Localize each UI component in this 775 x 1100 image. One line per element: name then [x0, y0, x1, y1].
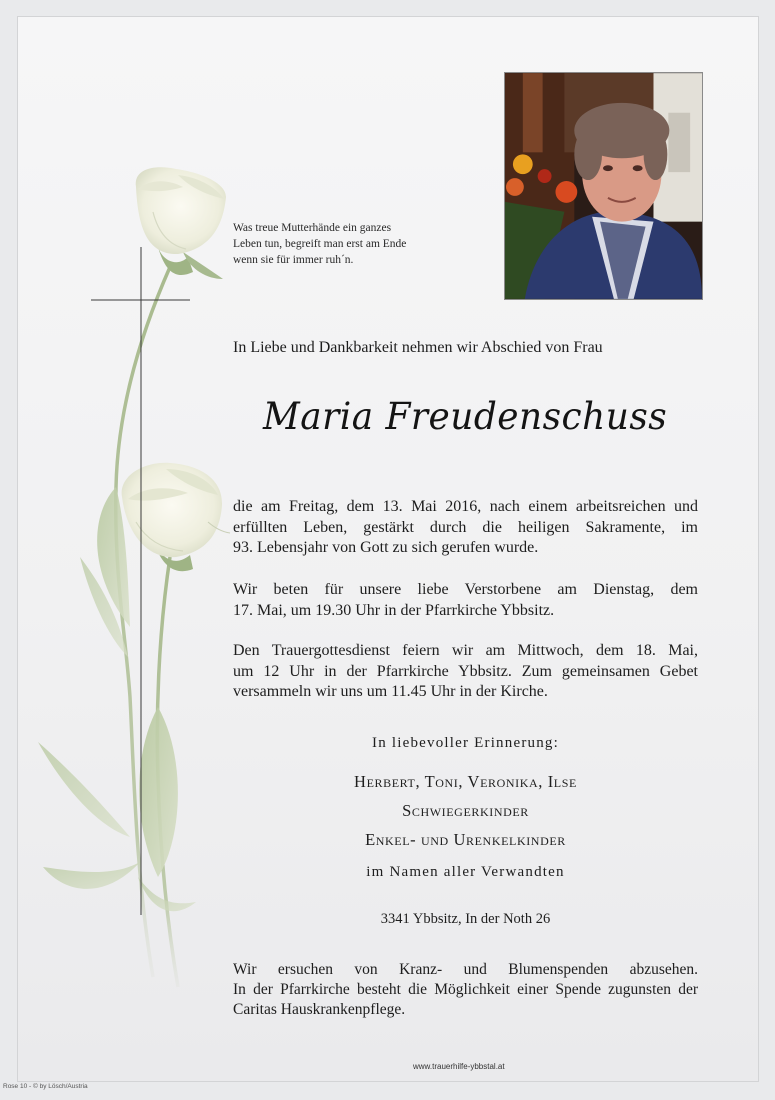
- leaf: [43, 862, 140, 889]
- paragraph-line: versammeln wir uns um 11.45 Uhr in der Kirche.: [233, 683, 548, 700]
- relatives-line: im Namen aller Verwandten: [366, 864, 565, 880]
- funeral-service-paragraph: [233, 641, 698, 703]
- paragraph-line: 93. Lebensjahr von Gott zu sich gerufen wurde.: [233, 539, 539, 556]
- paragraph-line: um 12 Uhr in der Pfarrkirche Ybbsitz. Zum gemeinsamen Gebet: [233, 662, 698, 680]
- paragraph-line: Den Trauergottesdienst feiern wir am Mittwoch, dem 18. Mai,: [233, 642, 698, 659]
- leaf: [38, 742, 130, 837]
- leaf: [139, 707, 178, 877]
- paragraph-line: Caritas Hauskrankenpflege.: [233, 1001, 406, 1018]
- mourners-line: Herbert, Toni, Veronika, Ilse: [354, 772, 577, 791]
- memorial-verse: [233, 220, 493, 268]
- rose-top: [136, 167, 226, 279]
- paragraph-line: 17. Mai, um 19.30 Uhr in der Pfarrkirche Ybbsitz.: [233, 601, 555, 619]
- paragraph-line: Wir ersuchen von Kranz- und Blumenspenden abzusehen.: [233, 961, 698, 978]
- verse-line: Leben tun, begreift man erst am Ende: [233, 238, 407, 250]
- portrait-photo: [504, 72, 703, 300]
- paragraph-line: In der Pfarrkirche besteht die Möglichkeit einer Spende zugunsten der: [233, 981, 698, 998]
- prayer-paragraph: [233, 580, 698, 621]
- deceased-name: Maria Freudenschuss: [263, 395, 668, 438]
- paragraph-line: Wir beten für unsere liebe Verstorbene am Dienstag, dem: [233, 581, 698, 598]
- mourners-line: Schwiegerkinder: [402, 801, 529, 820]
- memory-heading: In liebevoller Erinnerung:: [372, 735, 559, 751]
- verse-line: wenn sie für immer ruh´n.: [233, 254, 354, 266]
- website-link[interactable]: www.trauerhilfe-ybbstal.at: [413, 1062, 505, 1071]
- death-announcement-paragraph: [233, 497, 698, 559]
- mourners-line: Enkel- und Urenkelkinder: [365, 830, 566, 849]
- print-credit: Rose 10 - © by Lösch/Austria: [3, 1083, 88, 1090]
- death-notice-card: [17, 16, 759, 1082]
- paragraph-line: die am Freitag, dem 13. Mai 2016, nach einem arbeitsreichen und: [233, 498, 698, 515]
- donation-paragraph: [233, 960, 698, 1020]
- address: 3341 Ybbsitz, In der Noth 26: [380, 911, 551, 927]
- rose-bottom: [122, 463, 230, 571]
- paragraph-line: erfüllten Leben, gestärkt durch die heiligen Sakramente, im: [233, 518, 698, 536]
- verse-line: Was treue Mutterhände ein ganzes: [233, 222, 392, 234]
- intro-line: In Liebe und Dankbarkeit nehmen wir Abschied von Frau: [233, 339, 603, 356]
